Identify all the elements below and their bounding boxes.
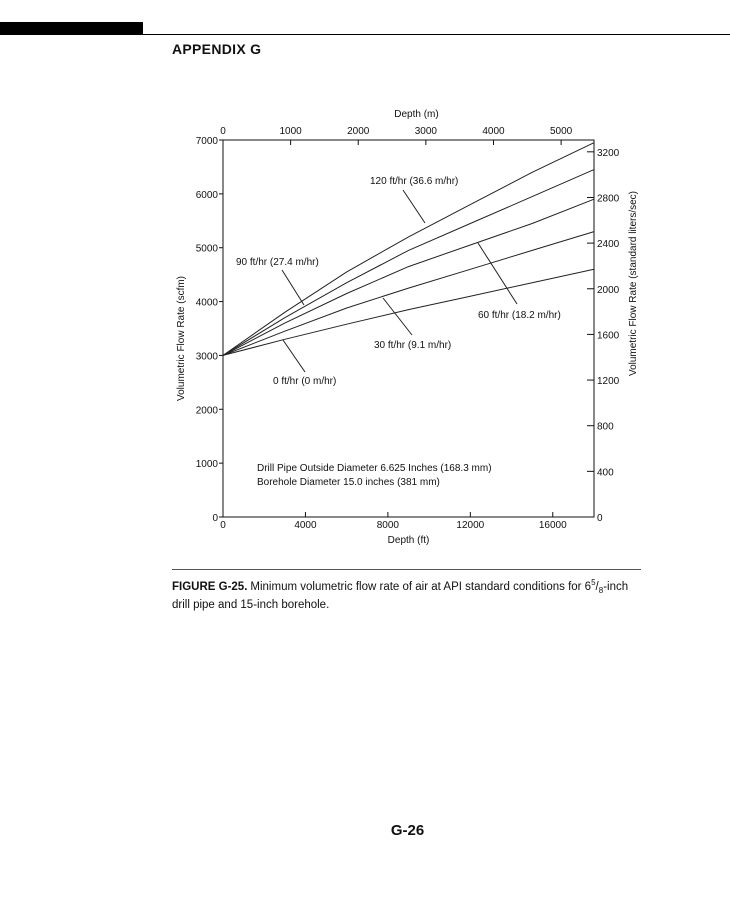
y2-axis-title: Volumetric Flow Rate (standard liters/sec)	[628, 190, 639, 377]
x2-tick-label: 0	[220, 126, 226, 137]
y-tick-label: 3000	[195, 351, 218, 363]
y-tick-label: 0	[212, 513, 218, 524]
caption-frac-denominator: 8	[598, 586, 604, 596]
figure-label: FIGURE G-25.	[172, 580, 248, 593]
series-line-2	[223, 199, 594, 355]
y2-tick-label: 0	[597, 513, 603, 524]
x2-tick-label: 3000	[414, 126, 437, 137]
y-axis-title: Volumetric Flow Rate (scfm)	[176, 275, 187, 402]
plot-frame	[223, 140, 594, 517]
x-tick-label: 16000	[538, 520, 567, 531]
series-label-4: 0 ft/hr (0 m/hr)	[273, 376, 337, 387]
y-tick-label: 7000	[195, 136, 218, 147]
figure-caption: FIGURE G-25. Minimum volumetric flow rate of air at API standard conditions for $6^5/_8$-inch drill pipe and 15-inch borehole.	[172, 578, 629, 612]
caption-text-before: Minimum volumetric flow rate of air at API standard conditions for 6	[250, 580, 592, 593]
x2-axis-title: Depth (m)	[394, 109, 439, 120]
y2-tick-label: 2000	[597, 284, 620, 296]
caption-rule	[172, 569, 641, 570]
y2-tick-label: 1600	[597, 330, 620, 342]
series-label-1: 90 ft/hr (27.4 m/hr)	[236, 257, 319, 268]
x-tick-label: 8000	[376, 520, 400, 531]
y-tick-label: 4000	[195, 297, 218, 309]
series-leader-1	[282, 270, 304, 305]
y-tick-label: 2000	[195, 405, 218, 417]
y2-tick-label: 3200	[597, 147, 620, 159]
series-label-0: 120 ft/hr (36.6 m/hr)	[370, 176, 459, 187]
caption-frac-numerator: 5	[591, 578, 596, 587]
x-tick-label: 4000	[294, 520, 317, 531]
x2-tick-label: 4000	[482, 126, 505, 137]
y2-tick-label: 400	[597, 467, 614, 479]
series-label-2: 60 ft/hr (18.2 m/hr)	[478, 310, 561, 321]
x2-tick-label: 5000	[549, 126, 573, 137]
series-leader-2	[478, 243, 517, 304]
y2-tick-label: 2800	[597, 193, 620, 205]
series-leader-3	[383, 298, 412, 335]
x2-tick-label: 1000	[279, 126, 302, 137]
page-title: APPENDIX G	[172, 41, 262, 57]
y2-tick-label: 800	[597, 421, 614, 433]
x-tick-label: 12000	[456, 520, 485, 531]
page-number: G-26	[390, 822, 425, 839]
caption-text-after: -inch drill pipe and 15-inch borehole.	[172, 580, 629, 612]
x-axis-title: Depth (ft)	[387, 535, 430, 546]
series-leader-4	[283, 340, 305, 372]
series-label-3: 30 ft/hr (9.1 m/hr)	[374, 340, 452, 351]
y2-tick-label: 1200	[597, 376, 620, 388]
chart-note-1: Borehole Diameter 15.0 inches (381 mm)	[257, 477, 440, 488]
y-tick-label: 5000	[195, 243, 218, 255]
x2-tick-label: 2000	[347, 126, 370, 137]
chart-note-0: Drill Pipe Outside Diameter 6.625 Inches (168.3 mm)	[257, 463, 492, 474]
series-leader-0	[403, 190, 425, 223]
y-tick-label: 6000	[195, 189, 218, 201]
y-tick-label: 1000	[195, 459, 218, 471]
x-tick-label: 0	[220, 520, 226, 531]
y2-tick-label: 2400	[597, 239, 620, 251]
